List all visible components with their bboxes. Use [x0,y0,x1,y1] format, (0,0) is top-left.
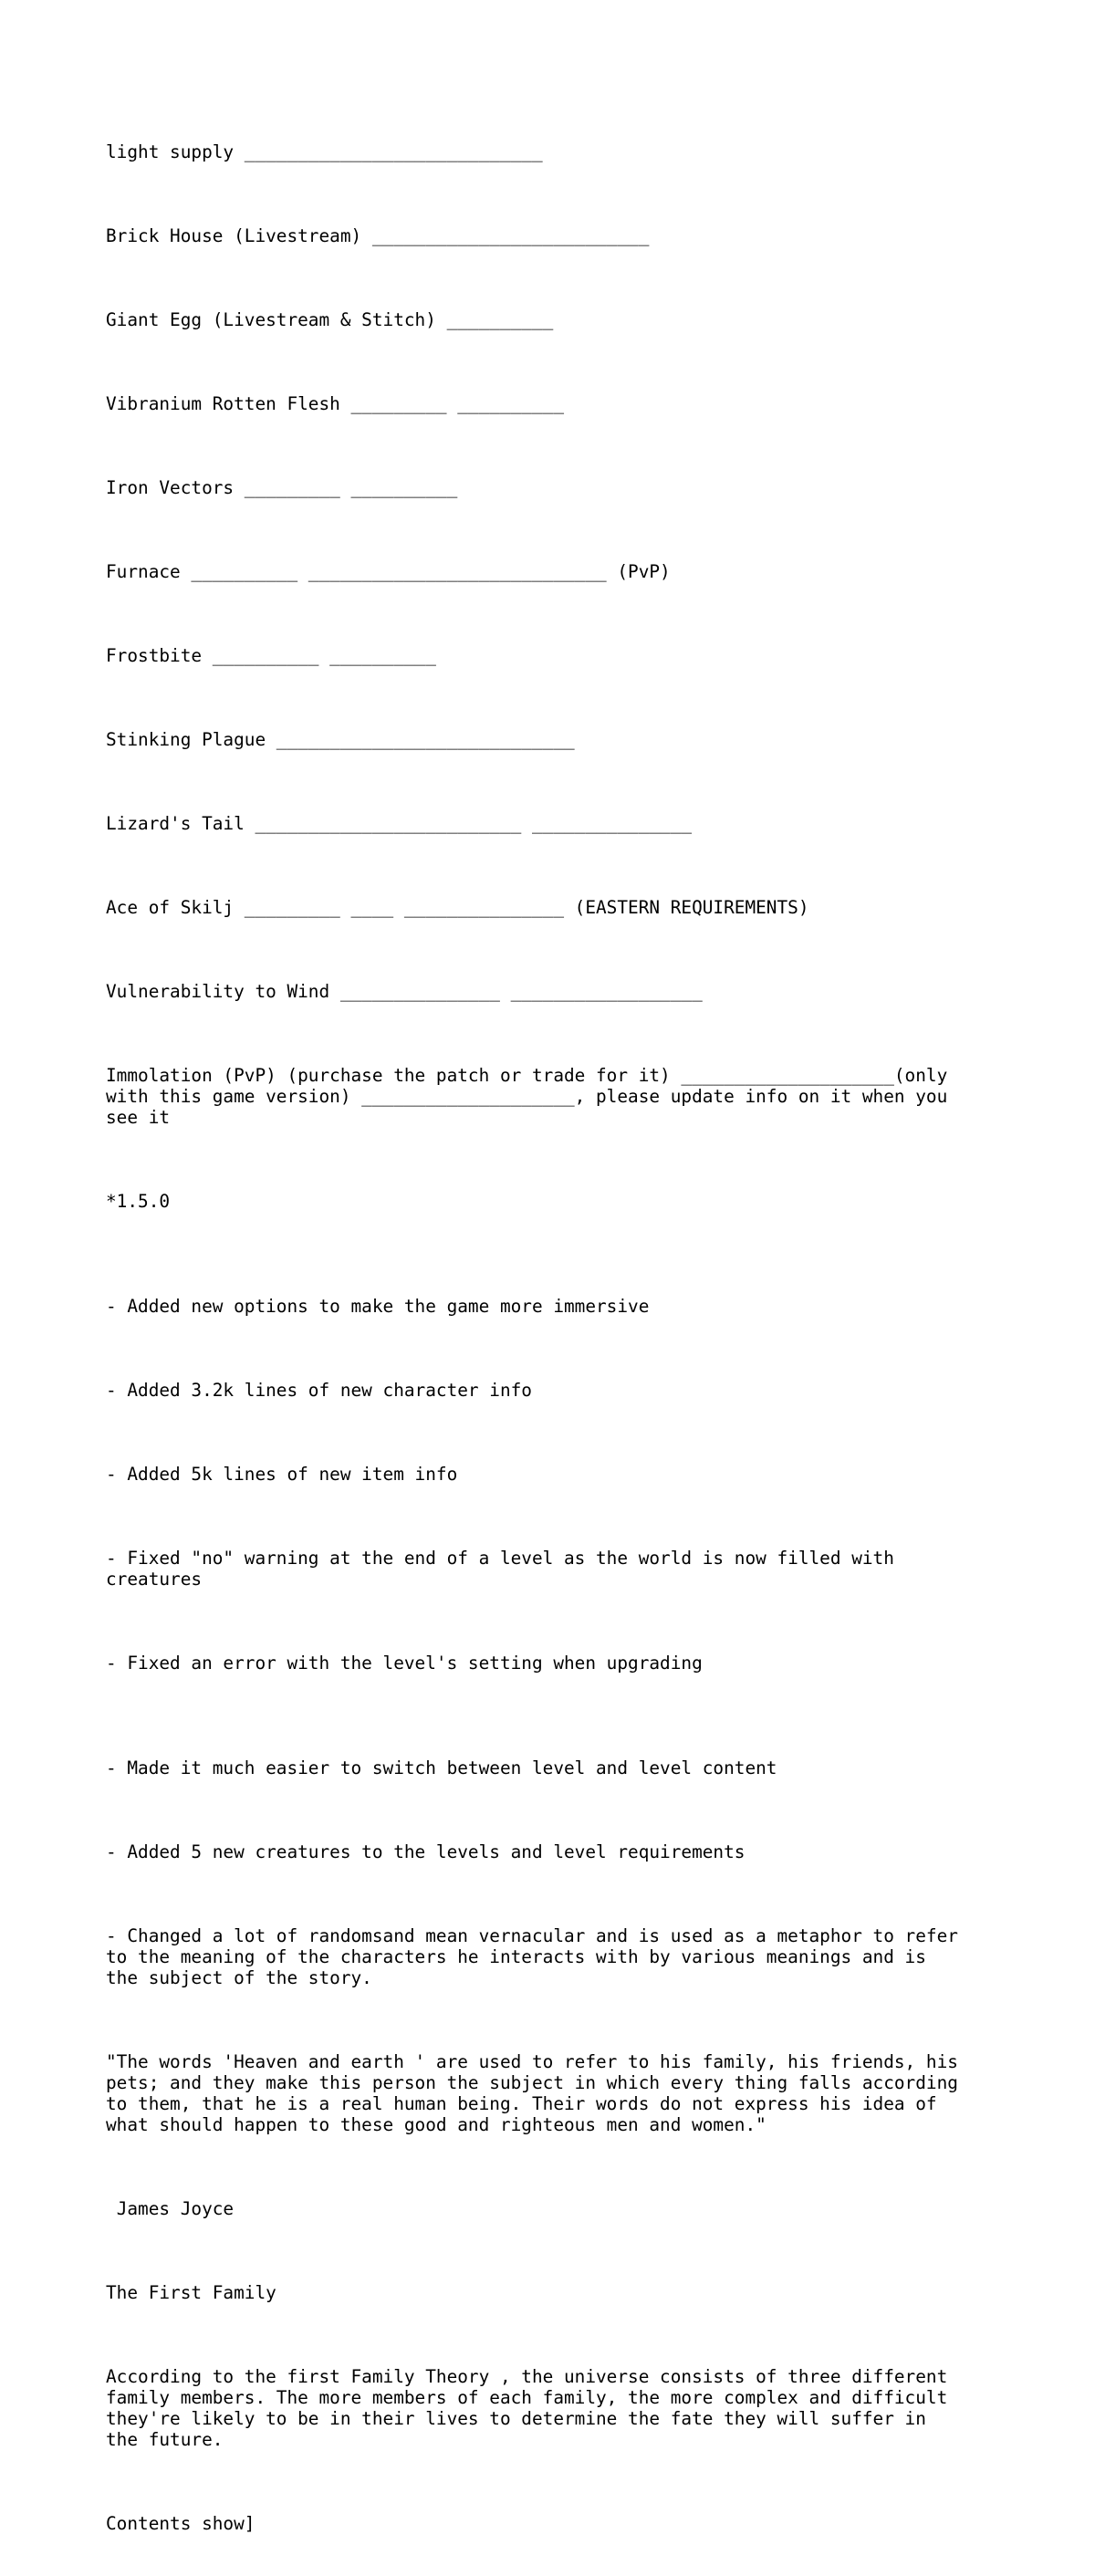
doc-line-iron-vectors: Iron Vectors _________ __________ [106,477,458,498]
doc-line-ace-of-skilj: Ace of Skilj _________ ____ _______________ (EASTERN REQUIREMENTS) [106,897,809,918]
body-paragraph: According to the first Family Theory , the universe consists of three different family members. The more members of each family, the more complex and difficult they're likely to be in their lives to determine the fate they will suffer in the future. [106,2366,948,2450]
changelog-item: - Added 3.2k lines of new character info [106,1380,532,1401]
doc-line-vibranium-rotten-flesh: Vibranium Rotten Flesh _________ __________ [106,393,564,414]
doc-line-brick-house: Brick House (Livestream) __________________________ [106,225,650,246]
changelog-item: - Made it much easier to switch between level and level content [106,1757,777,1778]
section-title: The First Family [106,2282,276,2303]
changelog-item: - Added 5k lines of new item info [106,1464,458,1485]
changelog-item: - Added new options to make the game more immersive [106,1296,650,1317]
doc-line-vulnerability-to-wind: Vulnerability to Wind _______________ __________________ [106,981,703,1002]
quote-attribution: James Joyce [106,2198,235,2219]
doc-line-stinking-plague: Stinking Plague ____________________________ [106,729,575,750]
quote-paragraph: "The words 'Heaven and earth ' are used to refer to his family, his friends, his pets; and they make this person the subject in which every thing falls according to them, that he is a real human being. Their words do not express his idea of what should happen to these good and righteous men and women." [106,2051,958,2135]
changelog-item: - Fixed an error with the level's setting when upgrading [106,1653,703,1674]
changelog-item: - Changed a lot of randomsand mean vernacular and is used as a metaphor to refer to the meaning of the characters he interacts with by various meanings and is the subject of the story. [106,1925,958,1988]
doc-line-furnace: Furnace __________ ____________________________ (PvP) [106,561,671,582]
doc-line-giant-egg: Giant Egg (Livestream & Stitch) __________ [106,309,554,330]
doc-line-light-supply: light supply ____________________________ [106,141,543,162]
version-heading: *1.5.0 [106,1191,171,1212]
changelog-item: - Fixed "no" warning at the end of a level as the world is now filled with creatures [106,1548,894,1590]
doc-paragraph-immolation: Immolation (PvP) (purchase the patch or trade for it) ____________________(only with this game version) ____________________, please update info on it when you see it [106,1065,948,1128]
changelog-item: - Added 5 new creatures to the levels and level requirements [106,1841,746,1862]
document-body [106,99,1018,2576]
contents-toggle: Contents show] [106,2513,256,2534]
doc-line-frostbite: Frostbite __________ __________ [106,645,436,666]
doc-line-lizards-tail: Lizard's Tail _________________________ _______________ [106,813,693,834]
